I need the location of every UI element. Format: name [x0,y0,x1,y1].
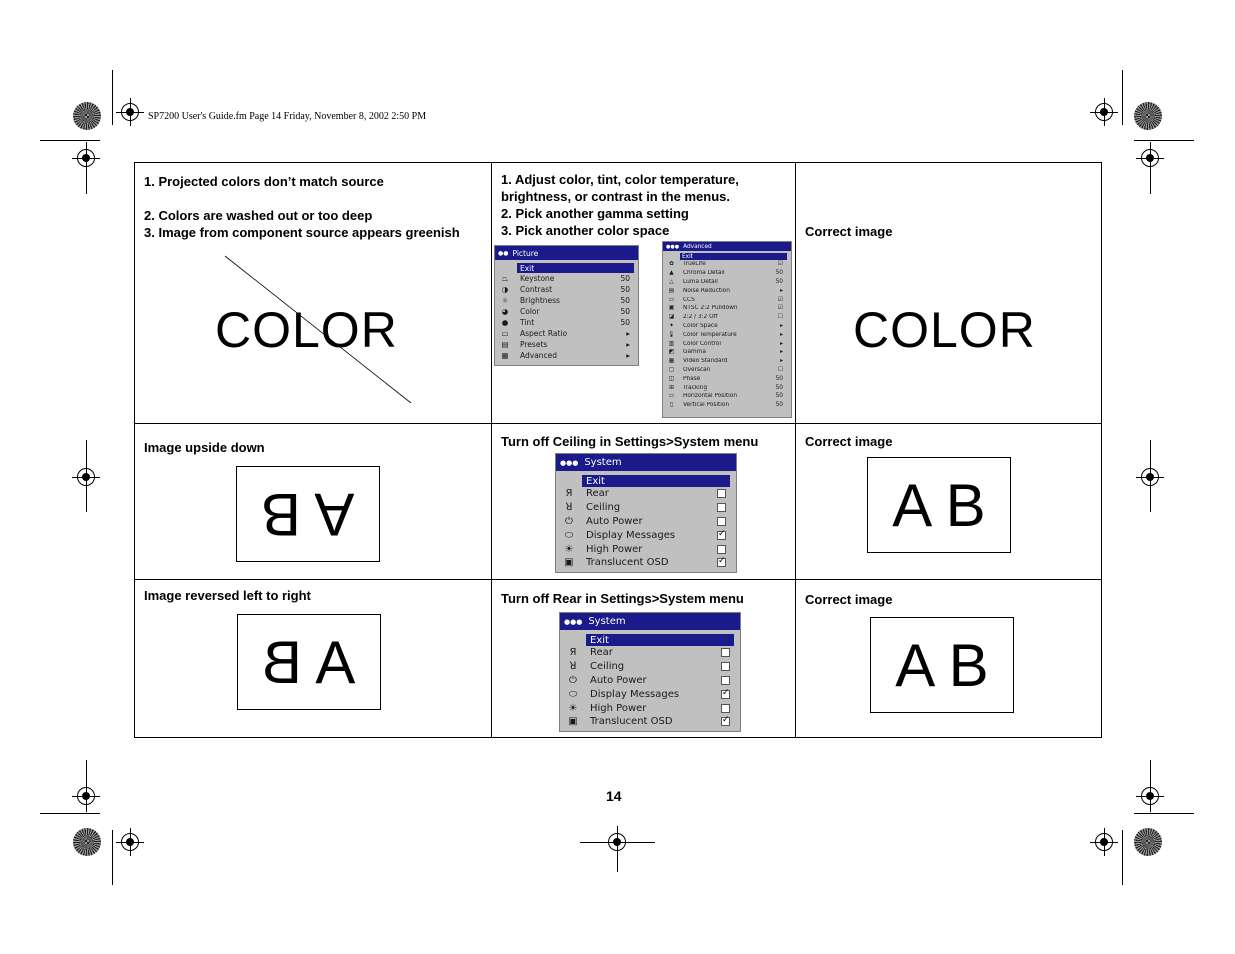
page-number: 14 [606,788,622,804]
menu-item-label: Luma Detail [683,278,718,285]
menu-item[interactable] [663,313,791,322]
color-temperature-icon: 🌡 [667,331,676,338]
bad-color-sample: COLOR [215,302,398,358]
menu-item-label: Tracking [683,384,708,391]
menu-item-value: ▸ [780,322,783,329]
menu-item-value: ▸ [780,331,783,338]
menu-item[interactable] [556,515,736,529]
registration-mark [1095,833,1113,851]
menu-item-value: 50 [775,402,783,409]
menu-item-checkbox[interactable] [721,690,730,699]
noise-reduction-icon: ▤ [668,287,675,294]
menu-item[interactable] [663,401,791,410]
translucent-osd-icon: ▣ [564,557,574,569]
color-control-icon: ▥ [668,340,675,347]
menu-item-label: 2:2 / 3:2 Off [683,314,718,321]
menu-exit-item[interactable]: Exit [586,634,734,646]
menu-item[interactable] [495,284,638,295]
menu-exit-item[interactable]: Exit [517,263,634,273]
solution-line: Turn off Rear in Settings>System menu [501,591,744,606]
strike-line [223,255,413,405]
presets-icon: ▤ [501,340,509,349]
menu-title-bar: ●●● Advanced [663,242,791,251]
upside-down-sample [236,466,380,562]
mirrored-letters: A B [262,628,356,696]
menu-item-label: Color Control [683,340,721,347]
menu-title: System [584,457,622,468]
menu-item-label: Horizontal Position [683,393,738,400]
menu-item-checkbox[interactable] [717,558,726,567]
menu-item-label: Noise Reduction [683,287,730,294]
menu-item-label: Vertical Position [683,402,730,409]
menu-item-label: Color Temperature [683,331,737,338]
solution-cell [492,424,796,580]
rotated-letters: A B [261,480,355,548]
menu-title-bar: ●●● System [556,454,736,471]
menu-item[interactable] [663,339,791,348]
menu-item[interactable] [663,322,791,331]
menu-item-label: Ceiling [590,661,625,673]
correct-ab-sample [870,617,1014,713]
result-label: Correct image [805,592,893,607]
menu-item-label: Rear [590,647,613,659]
result-cell [796,580,1102,738]
menu-item[interactable] [663,383,791,392]
menu-item[interactable] [560,715,740,729]
file-header: SP7200 User's Guide.fm Page 14 Friday, November 8, 2002 2:50 PM [148,111,427,122]
menu-item-label: Display Messages [586,529,676,541]
auto-power-icon: ⏻ [569,674,577,686]
table-row [135,580,1102,738]
solution-cell [492,580,796,738]
phase-icon: ◫ [668,375,675,382]
table-row [135,163,1102,424]
high-power-icon: ☀ [564,543,574,555]
menu-item-value: ☑ [777,296,783,303]
system-menu-screenshot [559,612,741,732]
result-cell [796,424,1102,580]
menu-item-checkbox[interactable] [717,517,726,526]
menu-item-checkbox[interactable] [717,489,726,498]
advanced-icon: ▦ [501,351,509,360]
menu-item-value: ▸ [780,287,783,294]
solution-line: 3. Pick another color space [501,223,670,238]
menu-item-label: Contrast [520,285,553,294]
menu-item-value: ▸ [780,358,783,365]
high-power-icon: ☀ [568,702,578,714]
menu-item-label: Display Messages [590,688,680,700]
menu-item[interactable] [495,295,638,306]
luma-detail-icon: △ [669,278,674,285]
menu-item-value: ▸ [780,340,783,347]
menu-item-label: Advanced [520,351,558,360]
menu-item[interactable] [556,501,736,515]
menu-item[interactable] [663,269,791,278]
registration-star-top-right [1134,102,1162,130]
menu-item-value: ☐ [777,366,783,373]
menu-title: Picture [512,248,539,258]
menu-item[interactable] [663,348,791,357]
correct-color-sample: COLOR [853,302,1036,358]
vertical-position-icon: ▯ [669,402,674,409]
correct-ab-sample [867,457,1011,553]
menu-item-label: Gamma [683,349,706,356]
solution-line: brightness, or contrast in the menus. [501,189,730,204]
table-row [135,424,1102,580]
menu-item-checkbox[interactable] [721,662,730,671]
problem-line: 3. Image from component source appears greenish [144,225,460,240]
menu-item-checkbox[interactable] [721,648,730,657]
problem-line: Image upside down [144,440,265,455]
menu-item[interactable] [560,687,740,701]
problem-line: 2. Colors are washed out or too deep [144,208,373,223]
menu-title: System [588,616,626,627]
menu-item[interactable] [556,487,736,501]
menu-item-value: 50 [775,278,783,285]
registration-mark [121,103,139,121]
menu-item[interactable] [663,374,791,383]
menu-item-value: 50 [775,270,783,277]
menu-item-value: 50 [620,274,630,283]
rear-icon: Я [565,488,573,500]
ceiling-icon: ꓤ [569,661,577,673]
menu-item-value: ☐ [777,314,783,321]
menu-item-value: 50 [775,375,783,382]
menu-title-bar: ●●● System [560,613,740,630]
menu-item[interactable] [663,286,791,295]
menu-item[interactable] [663,392,791,401]
registration-star-bottom-left [73,828,101,856]
registration-star-top-left [73,102,101,130]
problem-cell [135,424,492,580]
menu-item-label: NTSC 2:2 Pulldown [683,305,738,312]
menu-item-label: CCS [683,296,695,303]
menu-item-label: TrueLife [683,261,706,268]
result-label: Correct image [805,434,893,449]
menu-item-label: High Power [590,702,647,714]
system-menu-screenshot [555,453,737,573]
problem-line [144,190,460,207]
ab-letters: A B [892,471,986,539]
menu-item-label: Translucent OSD [586,557,669,569]
menu-item-value: ▸ [780,349,783,356]
keystone-icon: ⏢ [502,273,508,283]
registration-star-bottom-right [1134,828,1162,856]
problem-line: 1. Projected colors don’t match source [144,174,384,189]
menu-item-value: ▸ [626,340,630,349]
menu-item[interactable] [663,278,791,287]
picture-menu-screenshot [494,245,639,366]
color-icon: ◕ [501,307,509,316]
menu-item-label: Overscan [683,366,711,373]
menu-item-value: 50 [775,393,783,400]
menu-item-label: Color Space [683,322,718,329]
menu-item-value: 50 [620,285,630,294]
menu-item-value: ☑ [777,261,783,268]
registration-mark [1095,103,1113,121]
menu-item-value: ▸ [626,351,630,360]
solution-line: 1. Adjust color, tint, color temperature, [501,172,739,187]
tint-icon: ● [501,318,509,327]
auto-power-icon: ⏻ [565,515,573,527]
truelife-icon: ✿ [669,261,674,268]
menu-item-label: High Power [586,543,643,555]
rear-icon: Я [569,647,577,659]
menu-item[interactable] [495,306,638,317]
solution-cell [492,163,796,424]
menu-item-checkbox[interactable] [717,545,726,554]
menu-item[interactable] [556,556,736,570]
problem-cell [135,580,492,738]
menu-item[interactable] [663,295,791,304]
menu-item-label: Auto Power [590,674,647,686]
menu-item-label: Video Standard [683,358,728,365]
menu-item-label: Color [520,307,540,316]
menu-item-label: Translucent OSD [590,716,673,728]
menu-item-label: Tint [520,318,535,327]
menu-title: Advanced [683,243,712,250]
advanced-menu-screenshot [662,241,792,418]
display-messages-icon: ⬭ [564,529,574,541]
menu-item[interactable] [495,273,638,284]
menu-item-label: Aspect Ratio [520,329,568,338]
menu-item-checkbox[interactable] [717,503,726,512]
registration-mark [121,833,139,851]
menu-item[interactable] [560,674,740,688]
problem-cell [135,163,492,424]
pulldown-icon: ▣ [668,305,675,312]
horizontal-position-icon: ▭ [668,393,675,400]
result-cell [796,163,1102,424]
menu-exit-item[interactable]: Exit [680,253,787,260]
menu-item-label: Brightness [520,296,560,305]
contrast-icon: ◑ [501,285,509,294]
display-messages-icon: ⬭ [568,688,578,700]
menu-item-checkbox[interactable] [721,676,730,685]
menu-item[interactable] [663,366,791,375]
menu-item[interactable] [560,701,740,715]
chroma-detail-icon: ▲ [669,270,674,277]
menu-item-label: Ceiling [586,502,621,514]
ceiling-icon: ꓤ [565,502,573,514]
color-space-icon: ✦ [669,322,674,329]
troubleshooting-table [134,162,1102,738]
overscan-icon: ▢ [668,366,675,373]
menu-item-checkbox[interactable] [717,531,726,540]
ccs-icon: ▭ [668,296,675,303]
menu-item[interactable] [560,660,740,674]
menu-item[interactable] [495,328,638,339]
menu-item-value: ☑ [777,305,783,312]
menu-item[interactable] [663,304,791,313]
menu-item-value: 50 [620,307,630,316]
ab-letters: A B [895,631,989,699]
tracking-icon: ⊞ [669,384,674,391]
menu-item-value: 50 [775,384,783,391]
translucent-osd-icon: ▣ [568,716,578,728]
menu-item-label: Keystone [520,274,555,283]
menu-item-label: Rear [586,488,609,500]
menu-item[interactable] [556,542,736,556]
menu-item-label: Phase [683,375,701,382]
menu-title-bar: ●● Picture [495,246,638,260]
menu-item[interactable] [663,260,791,269]
menu-item-label: Auto Power [586,515,643,527]
brightness-icon: ☼ [501,296,509,305]
menu-item[interactable] [495,317,638,328]
mirrored-sample [237,614,381,710]
solution-line: Turn off Ceiling in Settings>System menu [501,434,759,449]
menu-item-value: 50 [620,318,630,327]
menu-item[interactable] [495,350,638,361]
menu-item[interactable] [560,646,740,660]
menu-item[interactable] [663,357,791,366]
menu-item[interactable] [556,528,736,542]
problem-line: Image reversed left to right [144,588,311,603]
menu-item-value: 50 [620,296,630,305]
menu-item-checkbox[interactable] [721,717,730,726]
menu-item-label: Presets [520,340,548,349]
menu-item[interactable] [663,330,791,339]
menu-item-label: Chroma Detail [683,270,725,277]
aspect-ratio-icon: ▭ [501,329,509,338]
menu-item-value: ▸ [626,329,630,338]
video-standard-icon: ▦ [668,358,675,365]
gamma-icon: ◩ [668,349,675,356]
menu-exit-item[interactable]: Exit [582,475,730,487]
off-32-icon: ◪ [668,314,675,321]
menu-item[interactable] [495,339,638,350]
menu-item-checkbox[interactable] [721,704,730,713]
solution-line: 2. Pick another gamma setting [501,206,689,221]
result-label: Correct image [805,224,893,239]
